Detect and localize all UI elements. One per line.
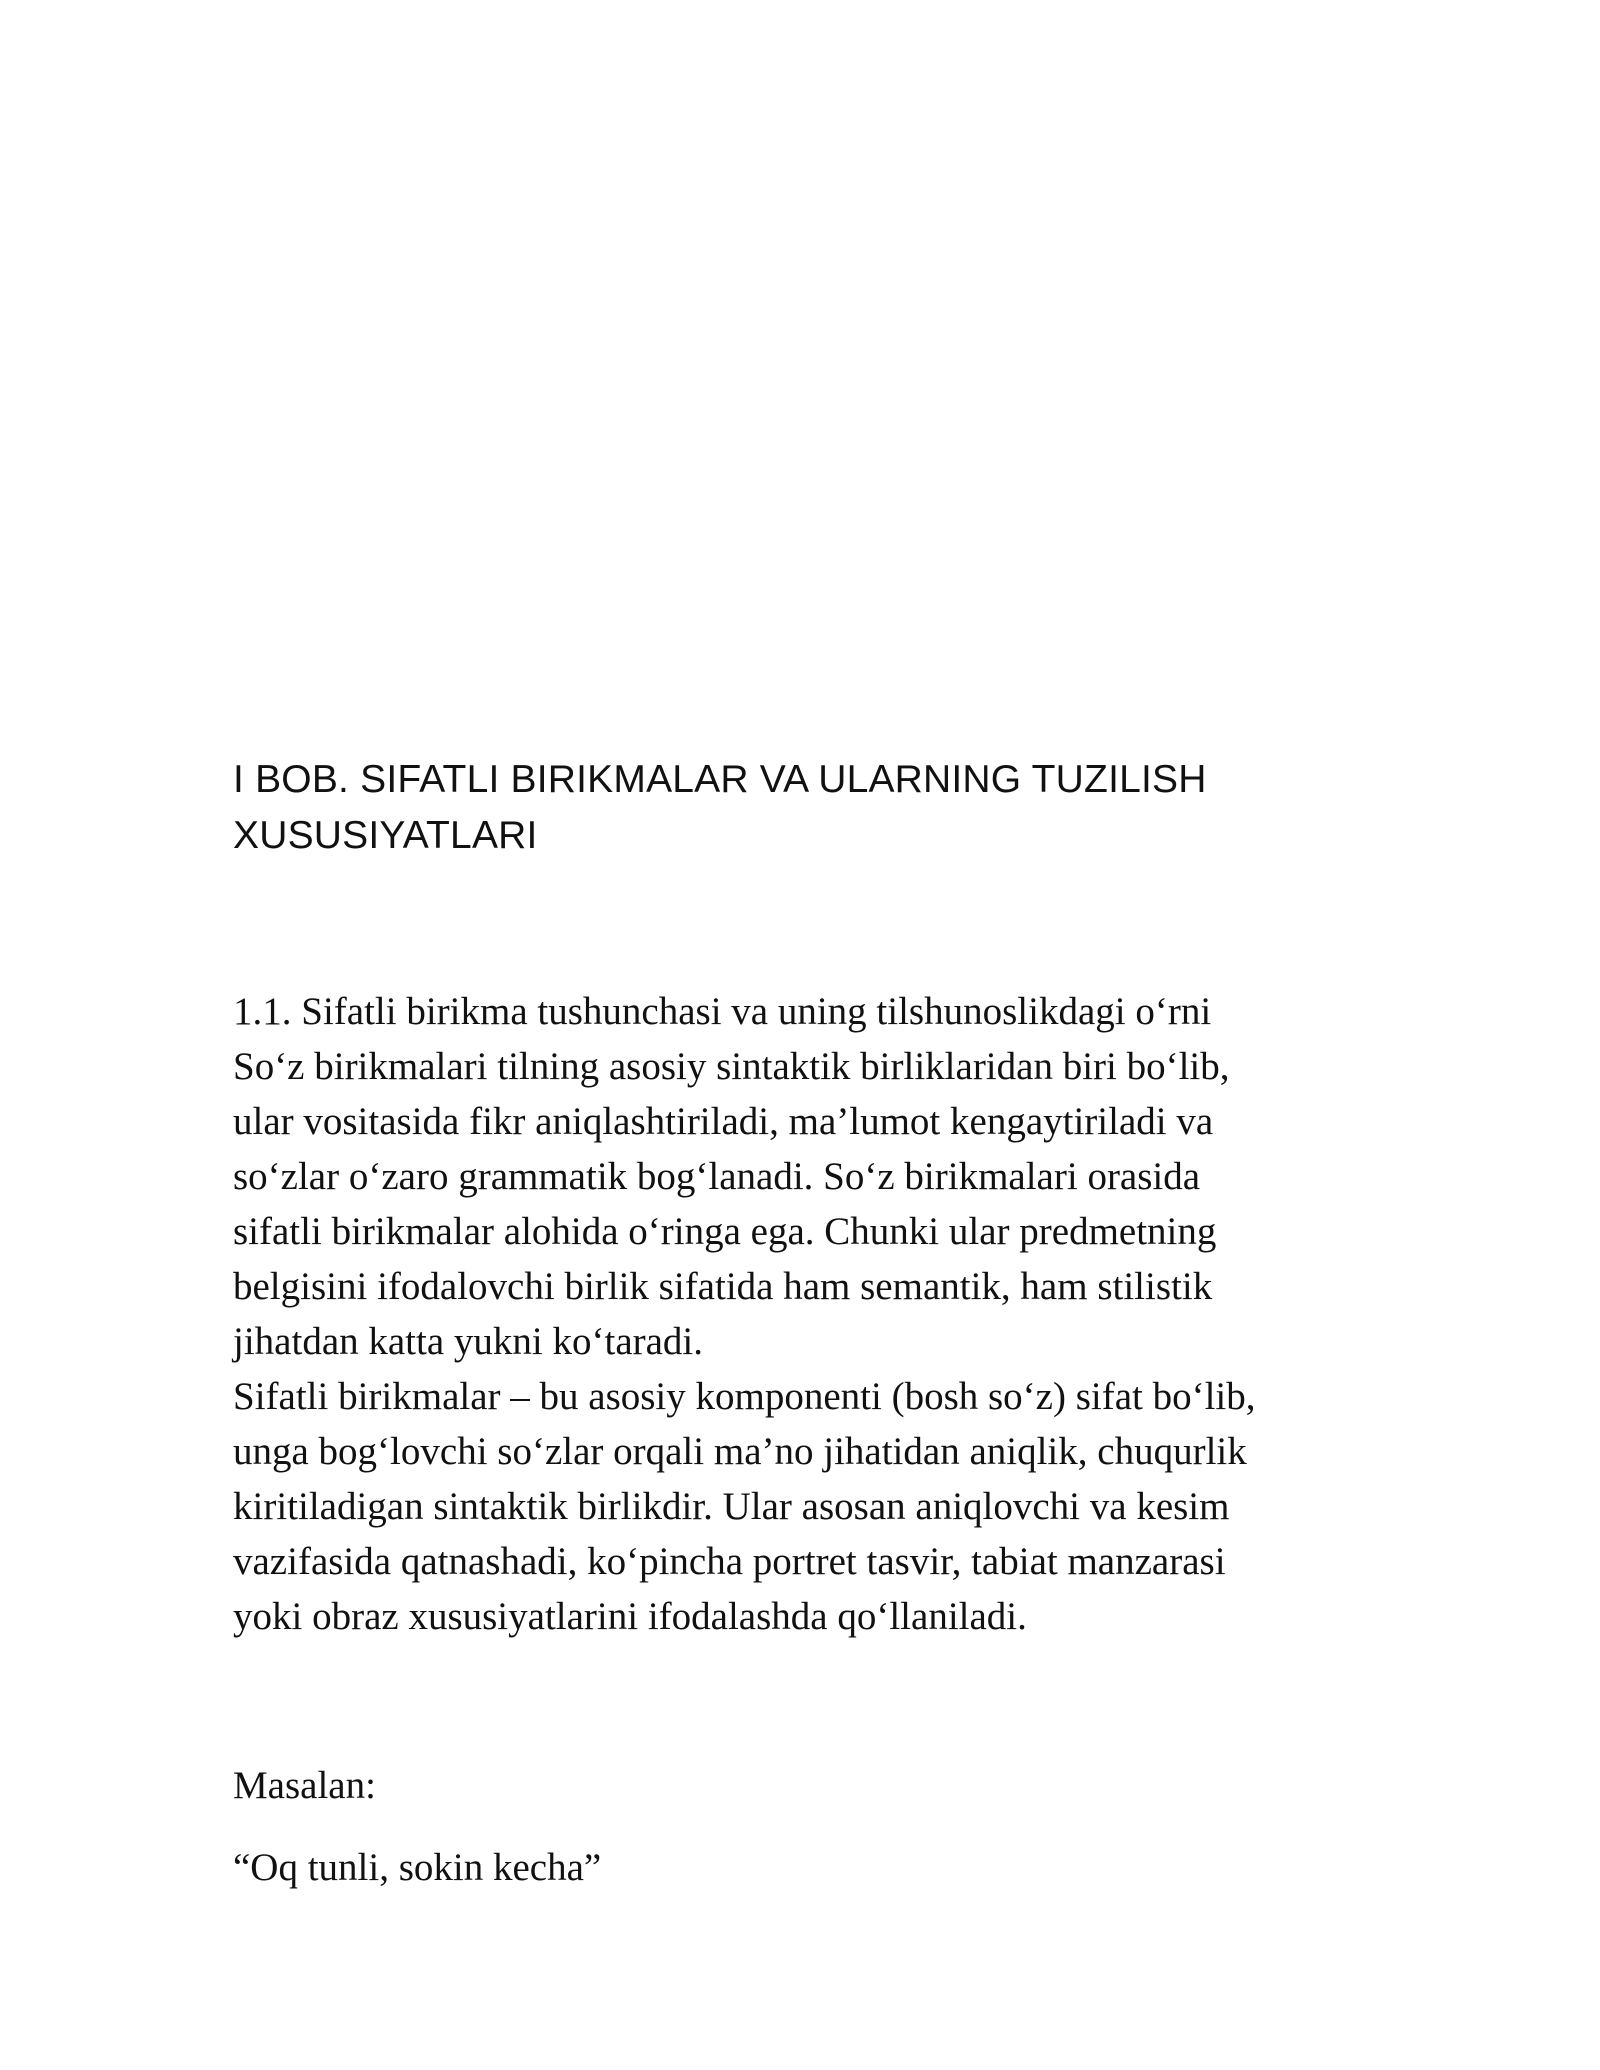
paragraph-line: unga bog‘lovchi so‘zlar orqali ma’no jihatidan aniqlik, chuqurlik	[233, 1430, 1247, 1473]
paragraph-line: so‘zlar o‘zaro grammatik bog‘lanadi. So‘z birikmalari orasida	[233, 1155, 1201, 1198]
chapter-title-line: I BOB. SIFATLI BIRIKMALAR VA ULARNING TUZILISH	[233, 758, 1207, 801]
section-body	[233, 984, 1363, 1644]
paragraph-line: jihatdan katta yukni ko‘taradi.	[233, 1320, 704, 1363]
paragraph-2	[233, 1369, 1363, 1644]
paragraph-line: yoki obraz xususiyatlarini ifodalashda qo‘llaniladi.	[233, 1595, 1027, 1638]
paragraph-line: belgisini ifodalovchi birlik sifatida ham semantik, ham stilistik	[233, 1265, 1213, 1308]
paragraph-line: ular vositasida fikr aniqlashtiriladi, ma’lumot kengaytiriladi va	[233, 1100, 1214, 1143]
paragraph-line: So‘z birikmalari tilning asosiy sintaktik birliklaridan biri bo‘lib,	[233, 1045, 1230, 1088]
paragraph-line: vazifasida qatnashadi, ko‘pincha portret tasvir, tabiat manzarasi	[233, 1540, 1226, 1583]
paragraph-1	[233, 1039, 1363, 1369]
paragraph-line: kiritiladigan sintaktik birlikdir. Ular asosan aniqlovchi va kesim	[233, 1485, 1230, 1528]
chapter-title	[233, 752, 1363, 864]
paragraph-line: Sifatli birikmalar – bu asosiy komponenti (bosh so‘z) sifat bo‘lib,	[233, 1375, 1256, 1418]
example-text: “Oq tunli, sokin kecha”	[233, 1846, 602, 1889]
page-content	[233, 752, 1363, 1895]
paragraph-line: sifatli birikmalar alohida o‘ringa ega. Chunki ular predmetning	[233, 1210, 1217, 1253]
example-label: Masalan:	[233, 1764, 376, 1807]
chapter-title-line: XUSUSIYATLARI	[233, 814, 538, 857]
section-heading: 1.1. Sifatli birikma tushunchasi va uning tilshunoslikdagi o‘rni	[233, 990, 1212, 1033]
